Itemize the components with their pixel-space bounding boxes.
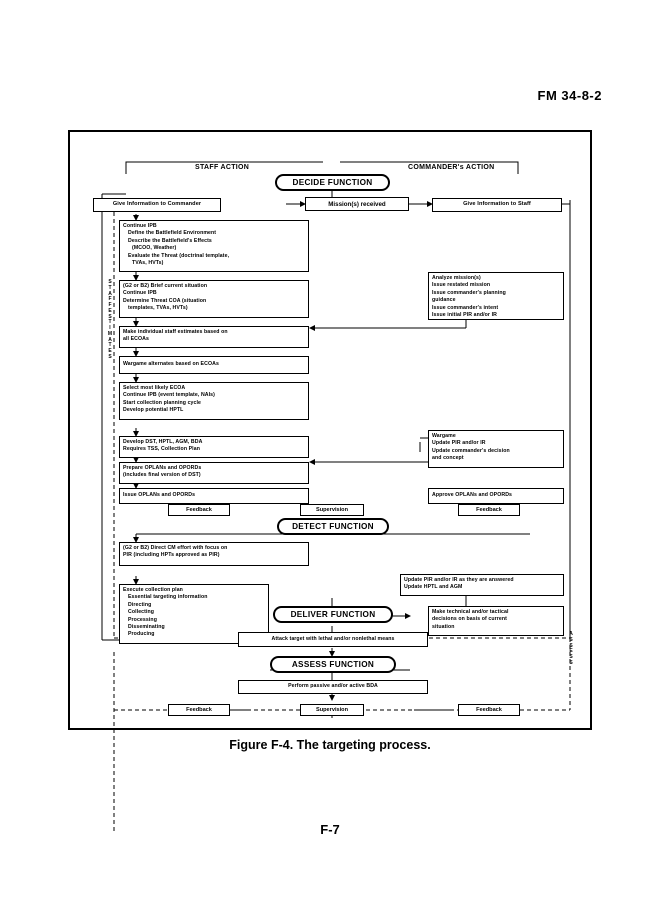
figure-frame xyxy=(68,130,592,730)
connector-mission-received: Mission(s) received xyxy=(305,197,409,211)
box-prepare-oplans: Prepare OPLANs and OPORDs (includes final version of DST) xyxy=(119,462,309,484)
connector-feedback-right-top: Feedback xyxy=(458,504,520,516)
column-label-commanders-action: COMMANDER's ACTION xyxy=(408,164,495,171)
connector-feedback-right-bottom: Feedback xyxy=(458,704,520,716)
figure-inner xyxy=(70,132,594,732)
box-make-decisions: Make technical and/or tactical decisions on basis of current situation xyxy=(428,606,564,636)
connector-supervision-bottom: Supervision xyxy=(300,704,364,716)
box-update-pir: Update PIR and/or IR as they are answered Update HPTL and AGM xyxy=(400,574,564,596)
phase-assess-function: ASSESS FUNCTION xyxy=(270,656,396,673)
box-brief-current-situation: (G2 or B2) Brief current situation Continue IPB Determine Threat COA (situation templates, TVAs, HVTs) xyxy=(119,280,309,318)
column-label-staff-action: STAFF ACTION xyxy=(195,164,250,171)
box-attack-target: Attack target with lethal and/or nonlethal means xyxy=(238,632,428,647)
side-label-staff-estimates: S T A F F E S T I M A T E S xyxy=(107,279,113,360)
box-give-information-to-staff: Give Information to Staff xyxy=(432,198,562,212)
box-make-staff-estimates: Make individual staff estimates based on all ECOAs xyxy=(119,326,309,348)
box-wargame-update: Wargame Update PIR and/or IR Update commander's decision and concept xyxy=(428,430,564,468)
box-perform-bda: Perform passive and/or active BDA xyxy=(238,680,428,694)
box-wargame-alternates: Wargame alternates based on ECOAs xyxy=(119,356,309,374)
connector-feedback-left-bottom: Feedback xyxy=(168,704,230,716)
side-label-assess: A S S E S S xyxy=(569,631,573,666)
phase-detect-function: DETECT FUNCTION xyxy=(277,518,389,535)
document-header: FM 34-8-2 xyxy=(537,88,602,103)
box-direct-cm-effort: (G2 or B2) Direct CM effort with focus on PIR (including HPTs approved as PIR) xyxy=(119,542,309,566)
connector-feedback-left-top: Feedback xyxy=(168,504,230,516)
box-develop-dst: Develop DST, HPTL, AGM, BDA Requires TSS, Collection Plan xyxy=(119,436,309,458)
box-continue-ipb: Continue IPB Define the Battlefield Environment Describe the Battlefield's Effects (MCOO, Weather) Evaluate the Threat (doctrinal template, TVAs, HVTs) xyxy=(119,220,309,272)
box-give-information-to-commander: Give Information to Commander xyxy=(93,198,221,212)
box-analyze-missions: Analyze mission(s) Issue restated mission Issue commander's planning guidance Issue commander's intent Issue initial PIR and/or IR xyxy=(428,272,564,320)
page-number: F-7 xyxy=(320,822,340,837)
connector-supervision-top: Supervision xyxy=(300,504,364,516)
figure-caption: Figure F-4. The targeting process. xyxy=(229,738,431,752)
phase-deliver-function: DELIVER FUNCTION xyxy=(273,606,393,623)
phase-decide-function: DECIDE FUNCTION xyxy=(275,174,390,191)
box-execute-collection-plan: Execute collection plan Essential targeting information Directing Collecting Processing Disseminating Producing xyxy=(119,584,269,644)
box-issue-oplans: Issue OPLANs and OPORDs xyxy=(119,488,309,504)
box-approve-oplans: Approve OPLANs and OPORDs xyxy=(428,488,564,504)
box-select-most-likely-ecoa: Select most likely ECOA Continue IPB (event template, NAIs) Start collection planning cycle Develop potential HPTL xyxy=(119,382,309,420)
